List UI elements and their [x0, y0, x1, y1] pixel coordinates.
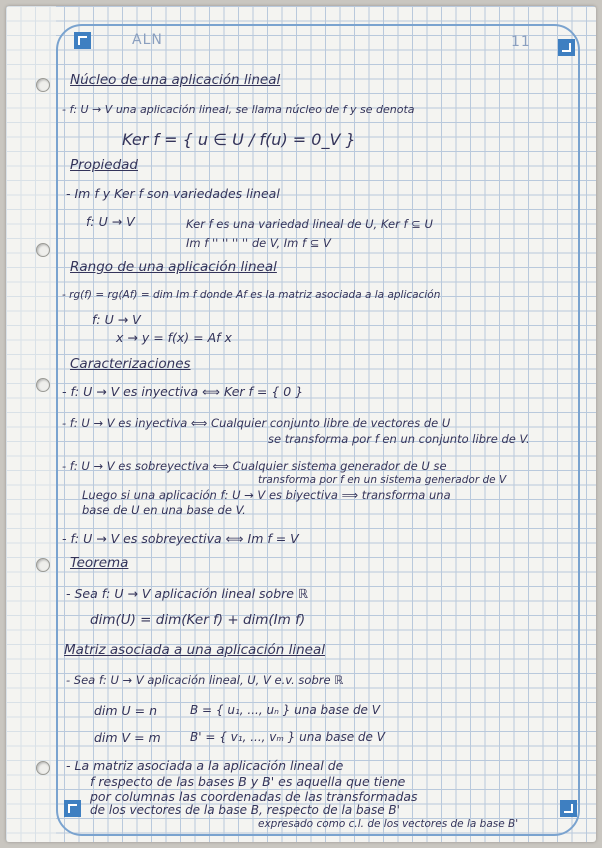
formula: dim(U) = dim(Ker f) + dim(Im f): [90, 612, 306, 628]
page-margin: [6, 6, 56, 842]
text-line: se transforma por f en un conjunto libre de V.: [268, 432, 530, 446]
page-number: 11: [511, 34, 531, 50]
text-line: - f: U → V es inyectiva ⟺ Cualquier conjunto libre de vectores de U: [62, 416, 451, 430]
text-line: transforma por f en un sistema generador de V: [258, 474, 507, 486]
text-line: dim U = n: [94, 703, 158, 718]
section-heading: Teorema: [70, 555, 129, 571]
text-line: B' = { v₁, ..., vₘ } una base de V: [190, 730, 385, 744]
binder-hole-icon: [36, 78, 50, 92]
corner-mark-bottom-left-icon: [64, 800, 81, 817]
binder-hole-icon: [36, 243, 50, 257]
text-line: por columnas las coordenadas de las transformadas: [90, 789, 418, 804]
text-line: B = { u₁, ..., uₙ } una base de V: [190, 703, 380, 717]
text-line: - Sea f: U → V aplicación lineal sobre ℝ: [66, 586, 308, 601]
section-heading: Matriz asociada a una aplicación lineal: [64, 642, 325, 658]
text-line: f: U → V: [92, 312, 141, 327]
text-line: - f: U → V una aplicación lineal, se llama núcleo de f y se denota: [62, 103, 415, 116]
text-line: - rg(f) = rg(Af) = dim Im f donde Af es la matriz asociada a la aplicación: [62, 289, 441, 301]
text-line: f: U → V: [86, 214, 135, 229]
section-heading: Rango de una aplicación lineal: [70, 259, 277, 275]
text-line: x → y = f(x) = Af x: [116, 330, 232, 345]
text-line: expresado como c.l. de los vectores de la base B': [258, 818, 519, 830]
text-line: Luego si una aplicación f: U → V es biyectiva ⟹ transforma una: [82, 488, 451, 502]
text-line: f respecto de las bases B y B' es aquella que tiene: [90, 774, 406, 789]
corner-mark-top-left-icon: [74, 32, 91, 49]
formula: Ker f = { u ∈ U / f(u) = 0_V }: [122, 130, 356, 149]
corner-mark-top-right-icon: [558, 39, 575, 56]
binder-hole-icon: [36, 761, 50, 775]
corner-mark-bottom-right-icon: [560, 800, 577, 817]
section-heading: Caracterizaciones: [70, 356, 191, 372]
subject-label: ALN: [132, 32, 163, 48]
text-line: - La matriz asociada a la aplicación lineal de: [66, 758, 344, 773]
text-line: - f: U → V es sobreyectiva ⟺ Im f = V: [62, 531, 299, 546]
section-heading: Núcleo de una aplicación lineal: [70, 72, 281, 88]
text-line: - Sea f: U → V aplicación lineal, U, V e.v. sobre ℝ: [66, 673, 344, 687]
text-line: Ker f es una variedad lineal de U, Ker f ⊆ U: [186, 217, 433, 231]
text-line: Im f '' '' '' '' de V, Im f ⊆ V: [186, 236, 331, 250]
text-line: - Im f y Ker f son variedades lineal: [66, 186, 280, 201]
binder-hole-icon: [36, 558, 50, 572]
text-line: - f: U → V es inyectiva ⟺ Ker f = { 0 }: [62, 384, 304, 399]
text-line: dim V = m: [94, 730, 161, 745]
notebook-page: [6, 6, 596, 842]
text-line: base de U en una base de V.: [82, 503, 246, 517]
text-line: - f: U → V es sobreyectiva ⟺ Cualquier sistema generador de U se: [62, 459, 447, 473]
binder-hole-icon: [36, 378, 50, 392]
section-heading: Propiedad: [70, 157, 138, 173]
text-line: de los vectores de la base B, respecto de la base B': [90, 803, 400, 817]
